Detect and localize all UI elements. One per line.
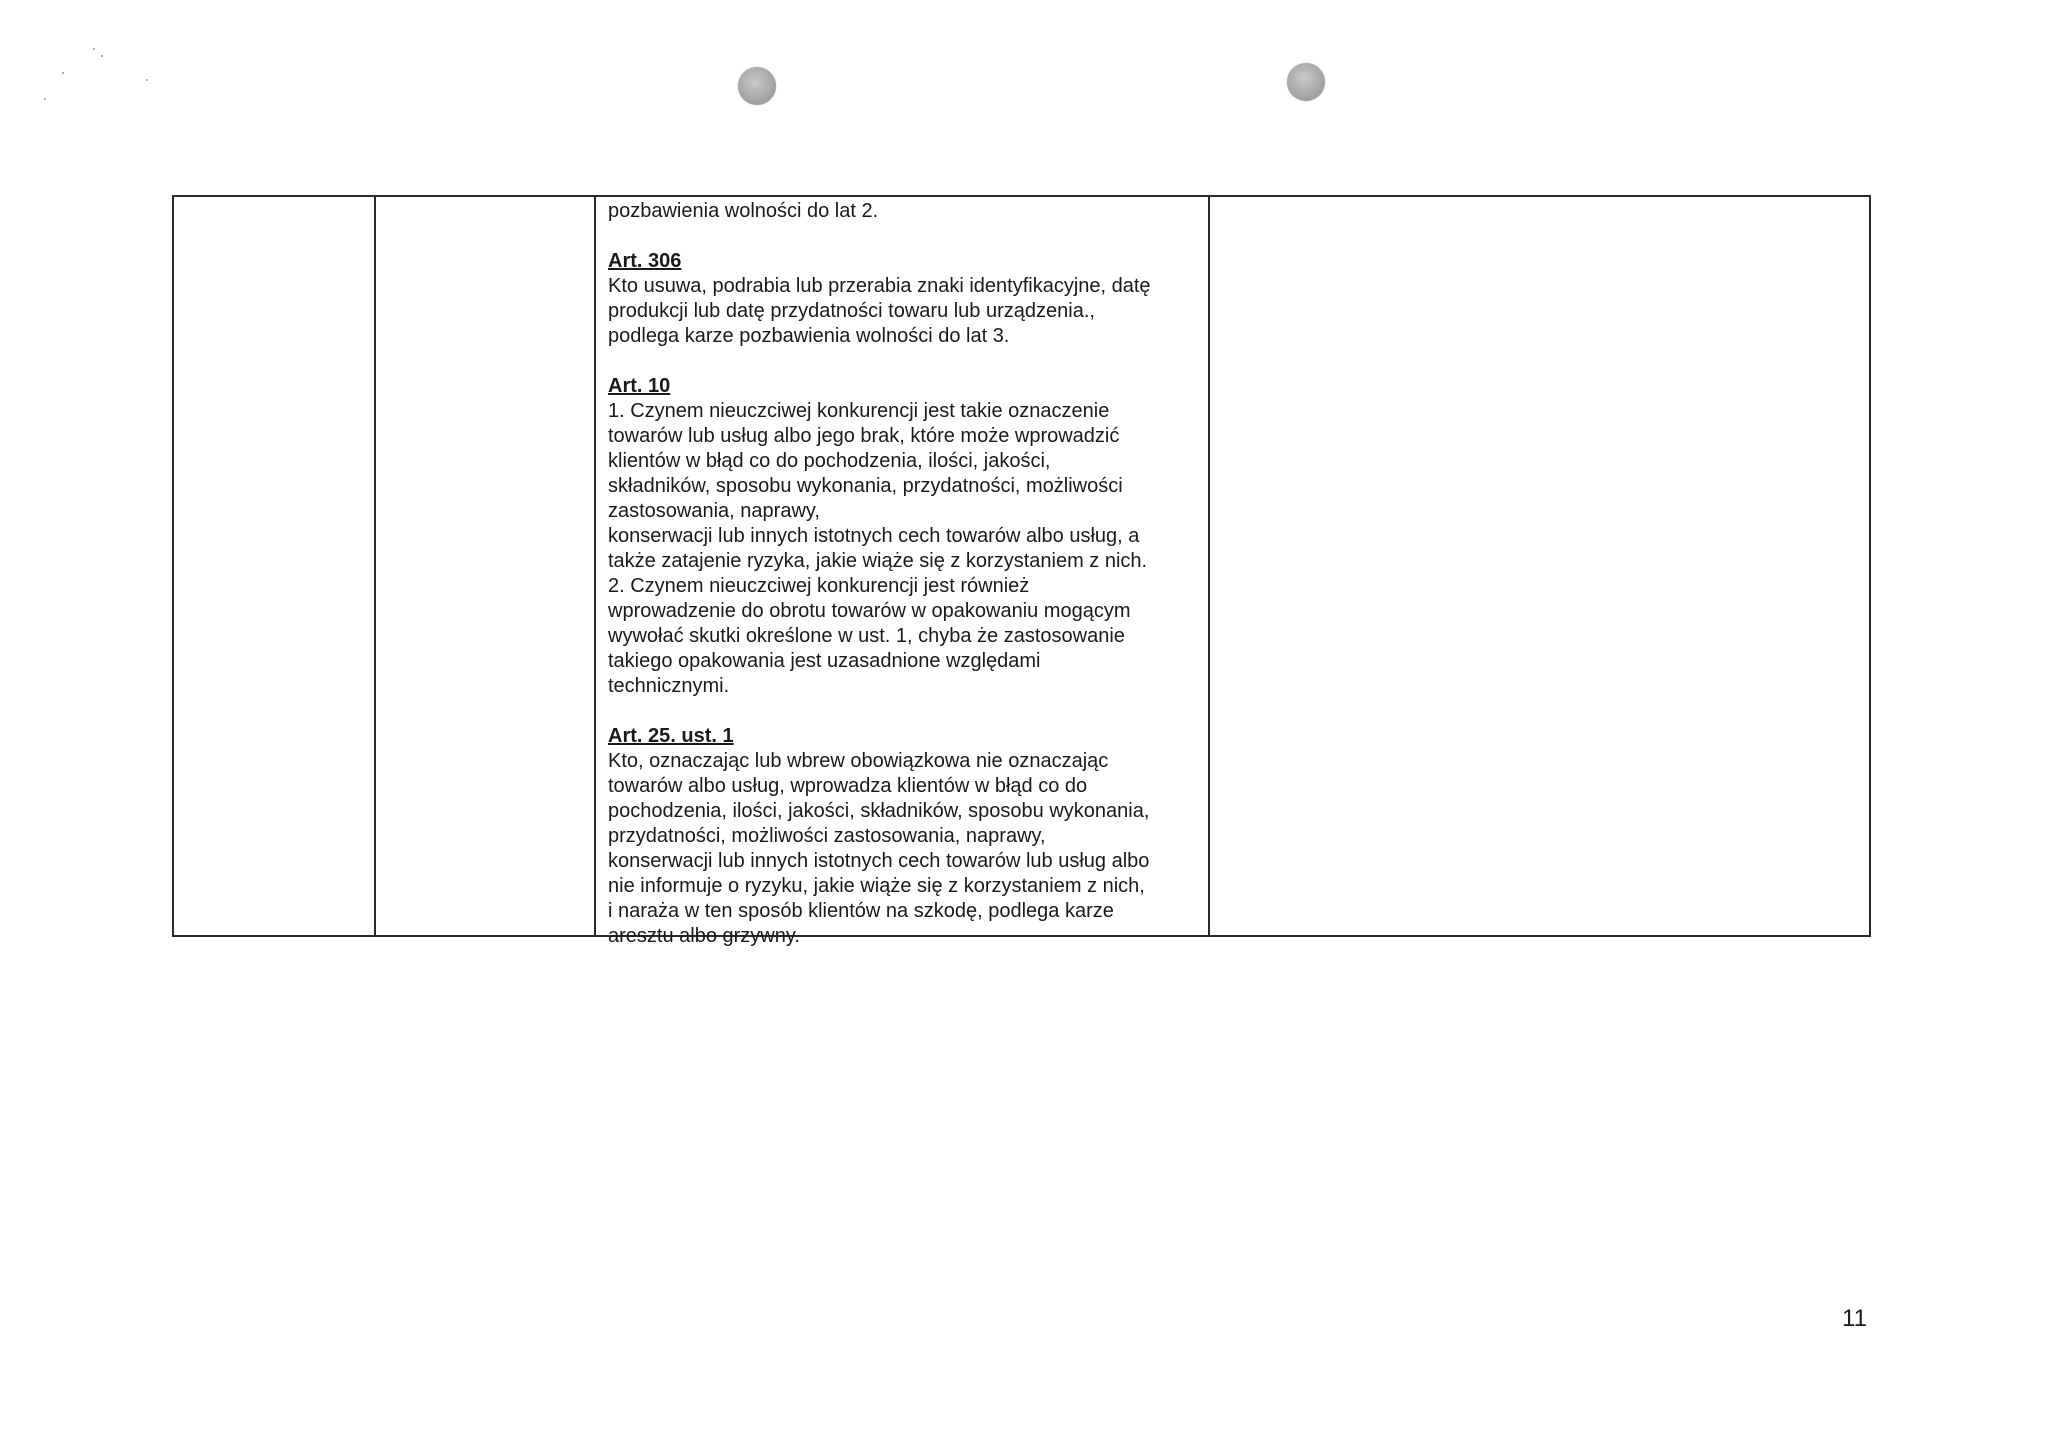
legal-table (172, 195, 1871, 947)
article-body: Kto usuwa, podrabia lub przerabia znaki identyfikacyjne, datę produkcji lub datę przydatności towaru lub urządzenia., podlega karze pozbawienia wolności do lat 3. (608, 275, 1151, 347)
table-column-legal-text (596, 197, 1210, 947)
article-25 (608, 724, 1198, 949)
page-number: 11 (1842, 1305, 1867, 1332)
punch-hole-right (1287, 63, 1325, 101)
scan-speck (62, 72, 64, 74)
table-column-2 (376, 197, 596, 935)
scan-speck (146, 79, 148, 81)
scan-speck (44, 98, 46, 100)
table-column-1 (174, 197, 376, 935)
scan-speck (93, 48, 95, 50)
article-heading: Art. 306 (608, 250, 682, 272)
article-heading: Art. 25. ust. 1 (608, 725, 734, 747)
article-body: Kto, oznaczając lub wbrew obowiązkowa nie oznaczając towarów albo usług, wprowadza klientów w błąd co do pochodzenia, ilości, jakości, składników, sposobu wykonania, przydatności, możliwości zastosowania, naprawy, konserwacji lub innych istotnych cech towarów lub usług albo nie informuje o ryzyku, jakie wiąże się z korzystaniem z nich, i naraża w ten sposób klientów na szkodę, podlega karze aresztu albo grzywny. (608, 750, 1150, 947)
scan-speck (101, 55, 103, 57)
table-column-4 (1210, 197, 1869, 935)
article-heading: Art. 10 (608, 375, 671, 397)
article-306 (608, 249, 1198, 349)
article-body: 1. Czynem nieuczciwej konkurencji jest takie oznaczenie towarów lub usług albo jego brak, które może wprowadzić klientów w błąd co do pochodzenia, ilości, jakości, składników, sposobu wykonania, przydatności, możliwości zastosowania, naprawy, konserwacji lub innych istotnych cech towarów albo usług, a także zatajenie ryzyka, jakie wiąże się z korzystaniem z nich. 2. Czynem nieuczciwej konkurencji jest również wprowadzenie do obrotu towarów w opakowaniu mogącym wywołać skutki określone w ust. 1, chyba że zastosowanie takiego opakowania jest uzasadnione względami technicznymi. (608, 400, 1148, 697)
punch-hole-left (738, 67, 776, 105)
intro-text: pozbawienia wolności do lat 2. (608, 200, 879, 222)
article-10 (608, 374, 1198, 699)
